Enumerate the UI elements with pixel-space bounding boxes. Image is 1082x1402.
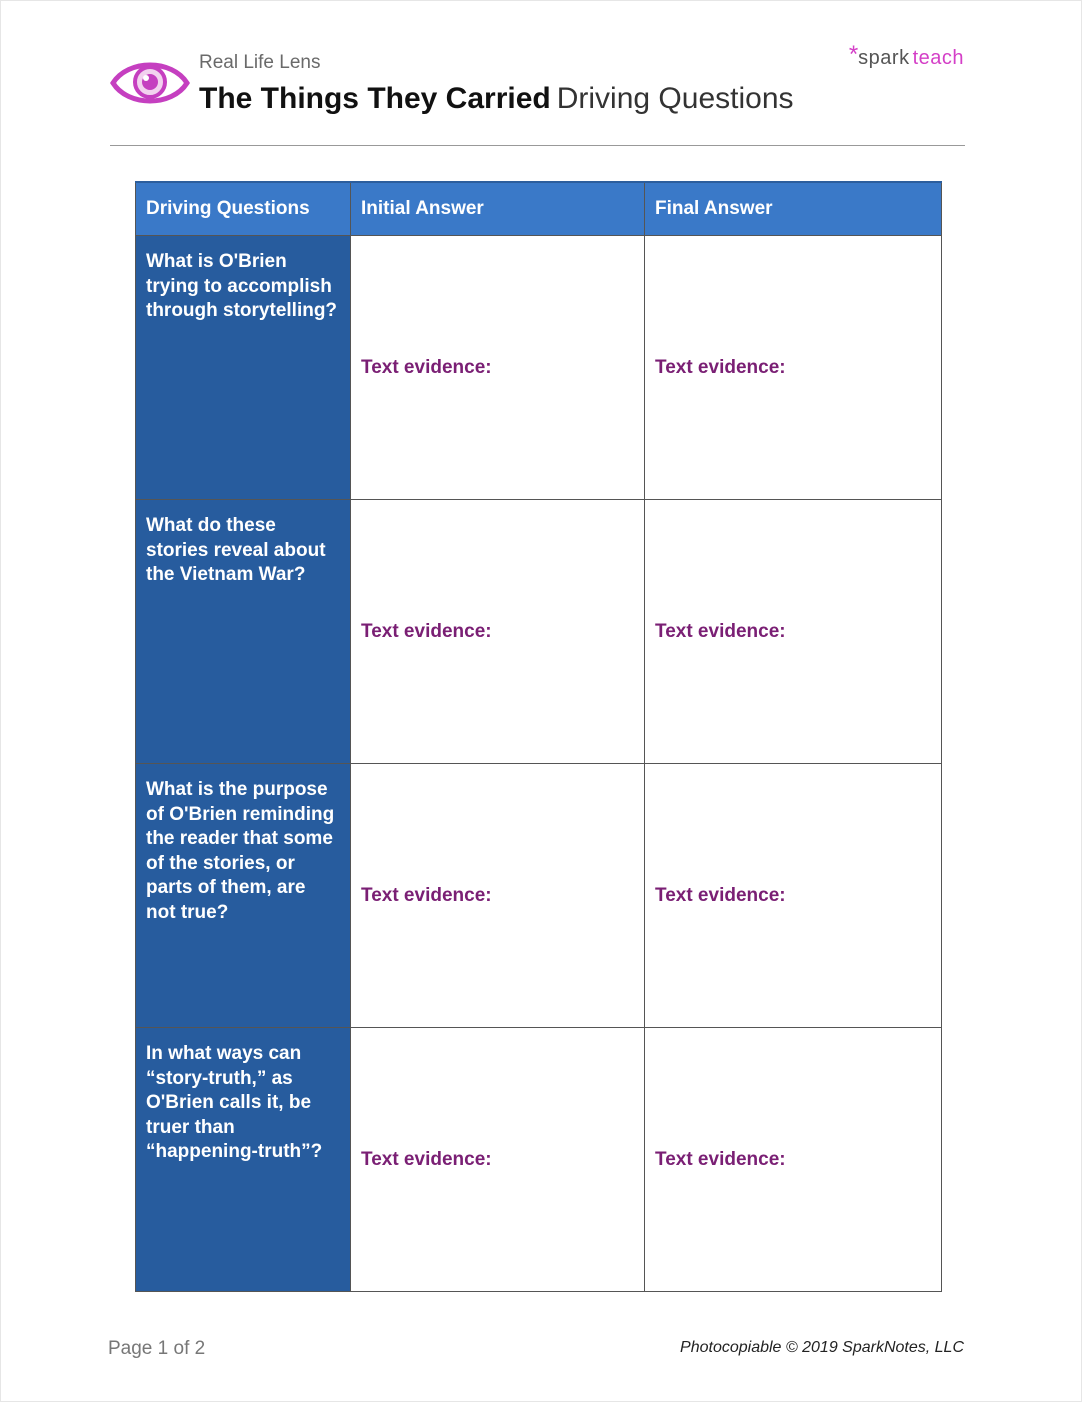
initial-answer-cell[interactable]: Text evidence:: [351, 764, 645, 1028]
brand-asterisk: *: [848, 41, 859, 68]
title-subtitle: Driving Questions: [556, 82, 794, 115]
page-title: [199, 82, 794, 116]
question-cell: In what ways can “story-truth,” as O'Brien calls it, be truer than “happening-truth”?: [136, 1028, 351, 1292]
brand-spark: spark: [858, 47, 910, 69]
table-row: [136, 1028, 942, 1292]
sparkteach-logo: [848, 41, 964, 75]
final-answer-cell[interactable]: Text evidence:: [645, 1028, 942, 1292]
final-answer-cell[interactable]: Text evidence:: [645, 500, 942, 764]
initial-answer-cell[interactable]: Text evidence:: [351, 236, 645, 500]
brand-teach: teach: [912, 47, 964, 69]
table-header-row: [136, 182, 942, 236]
eye-icon: [110, 55, 190, 111]
title-book: The Things They Carried: [199, 82, 551, 115]
final-answer-cell[interactable]: Text evidence:: [645, 236, 942, 500]
final-answer-cell[interactable]: Text evidence:: [645, 764, 942, 1028]
question-cell: What is the purpose of O'Brien reminding the reader that some of the stories, or parts of them, are not true?: [136, 764, 351, 1028]
copyright-notice: Photocopiable © 2019 SparkNotes, LLC: [680, 1339, 964, 1356]
initial-answer-cell[interactable]: Text evidence:: [351, 500, 645, 764]
page-number: Page 1 of 2: [108, 1338, 206, 1359]
question-cell: What is O'Brien trying to accomplish through storytelling?: [136, 236, 351, 500]
initial-answer-cell[interactable]: Text evidence:: [351, 1028, 645, 1292]
driving-questions-table: [135, 181, 942, 1292]
question-cell: What do these stories reveal about the Vietnam War?: [136, 500, 351, 764]
table-row: [136, 236, 942, 500]
column-header-driving-questions: Driving Questions: [136, 182, 351, 236]
header-divider: [110, 145, 965, 146]
column-header-final-answer: Final Answer: [645, 182, 942, 236]
column-header-initial-answer: Initial Answer: [351, 182, 645, 236]
table-row: [136, 764, 942, 1028]
table-row: [136, 500, 942, 764]
series-label: Real Life Lens: [199, 52, 321, 73]
